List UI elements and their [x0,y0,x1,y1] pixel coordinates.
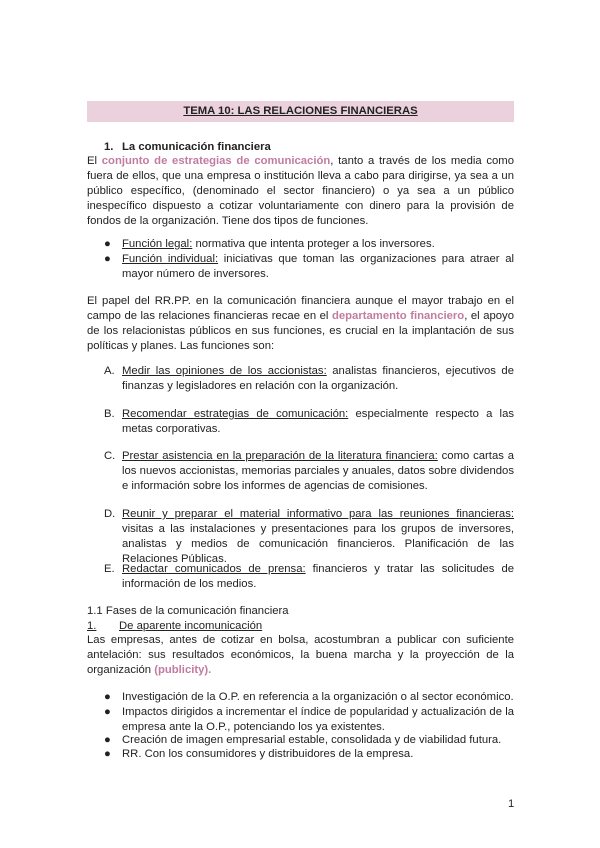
bullet-icon: ● [104,734,111,746]
phases-highlight: (publicity). [154,664,212,676]
item-text: Impactos dirigidos a incrementar el índice de popularidad y actualización de la empresa ante la O.P., potenciando los ya existentes. [122,706,514,733]
bullet-icon: ● [104,748,111,760]
item-text: como cartas a los nuevos accionistas, memorias parciales y anuales, datos sobre dividendos e información sobre los informes de agencias de comisiones. [122,450,514,492]
subsection-heading: 1.1 Fases de la comunicación financiera [87,605,289,617]
document-title: TEMA 10: LAS RELACIONES FINANCIERAS [183,105,418,117]
phase-number: 1. [87,620,97,632]
item-text: analistas financieros, ejecutivos de finanzas y legisladores en relación con la organización. [122,365,515,392]
intro-highlight: conjunto de estrategias de comunicación [101,155,331,167]
phases-paragraph [87,633,514,678]
item-letter: D. [104,508,116,520]
item-text: Investigación de la O.P. en referencia a la organización o al sector económico. [122,691,514,703]
item-term: Recomendar estrategias de comunicación: [122,408,349,420]
intro-text-end: , tanto a través de los media como fuera de ellos, que una empresa o institución lleva a cabo para dirigirse, ya sea a un público específico, (denominado el sector financiero) o ya sea a un público inespecífico dispuesto a cotizar voluntariamente con dinero para la provisión de fondos de la organización. Tiene dos tipos de funciones. [87,155,514,227]
rrpp-highlight: departamento financiero [331,310,465,322]
phase-heading [87,619,262,634]
item-text: normativa que intenta proteger a los inversores. [192,238,435,250]
item-term: Función individual: [122,253,219,265]
item-term: Reunir y preparar el material informativo para las reuniones financieras: [122,508,514,520]
intro-text-start: El [87,155,102,167]
item-term: Redactar comunicados de prensa: [122,563,306,575]
item-letter: A. [104,365,115,377]
item-letter: E. [104,563,115,575]
item-text: iniciativas que toman las organizaciones para atraer al mayor número de inversores. [122,253,515,280]
section-number: 1. [104,141,114,153]
item-term: Prestar asistencia en la preparación de la literatura financiera: [122,450,438,462]
bullet-icon: ● [104,238,111,250]
bullet-icon: ● [104,253,111,265]
phase-label: De aparente incomunicación [119,620,263,632]
section-heading [104,140,271,155]
item-text: especialmente respecto a las metas corporativas. [122,408,514,435]
item-term: Función legal: [122,238,193,250]
item-term: Medir las opiniones de los accionistas: [122,365,327,377]
rrpp-text-end: , el apoyo de los relacionistas públicos en sus funciones, es crucial en la implantación de sus políticas y planes. Las funciones son: [87,310,514,352]
document-title-banner [87,101,514,122]
item-text: Creación de imagen empresarial estable, consolidada y de viabilidad futura. [122,734,502,746]
bullet-icon: ● [104,691,111,703]
item-text: financieros y tratar las solicitudes de información de los medios. [122,563,515,590]
rrpp-paragraph [87,294,514,354]
item-text: visitas a las instalaciones y presentaciones para los grupos de inversores, analistas y medios de comunicación financieros. Planificación de las Relaciones Públicas. [122,523,514,565]
section-label: La comunicación financiera [122,141,271,153]
item-text: RR. Con los consumidores y distribuidores de la empresa. [122,748,414,760]
intro-paragraph [87,154,514,229]
rrpp-text-start: El papel del RR.PP. en la comunicación financiera aunque el mayor trabajo en el campo de las relaciones financieras recae en el [87,295,514,322]
item-letter: B. [104,408,115,420]
item-letter: C. [104,450,116,462]
phases-text: Las empresas, antes de cotizar en bolsa, acostumbran a publicar con suficiente antelación: sus resultados económicos, la buena marcha y la proyección de la organización [87,634,514,676]
page-number: 1 [508,798,515,810]
bullet-icon: ● [104,706,111,718]
